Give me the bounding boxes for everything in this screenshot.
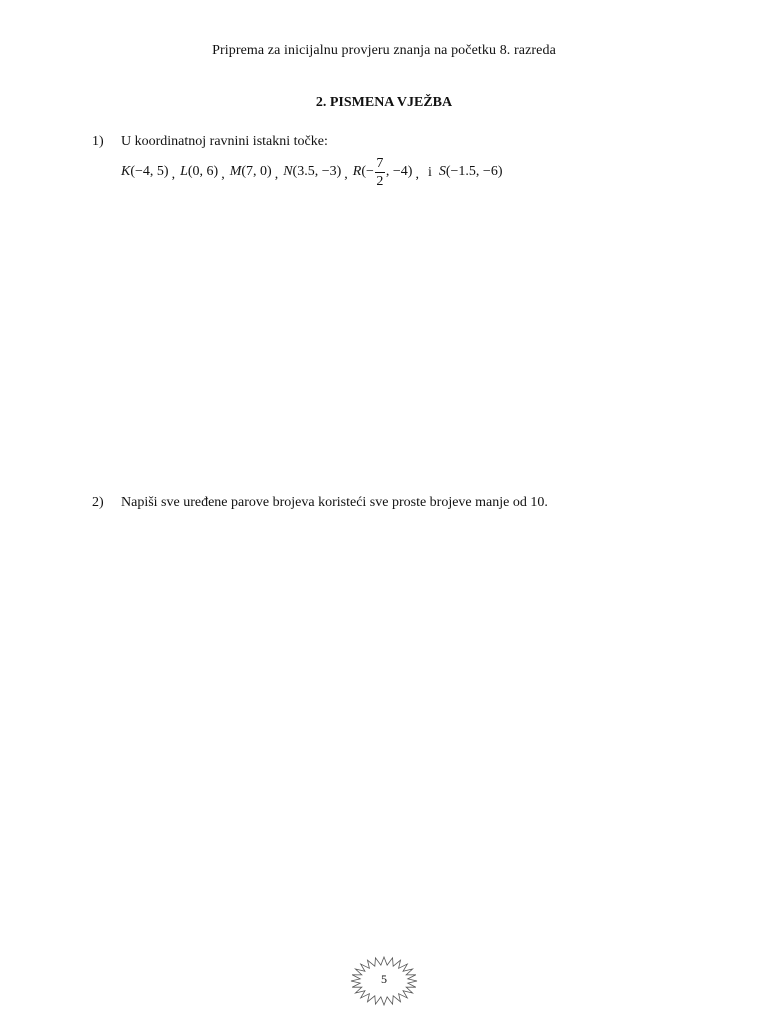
point-name: R — [352, 164, 362, 179]
point-separator: , — [344, 167, 348, 182]
fraction — [375, 156, 385, 189]
task-1 — [92, 134, 328, 150]
page-number-badge — [350, 956, 418, 1006]
task-text: U koordinatnoj ravnini istakni točke: — [121, 134, 328, 149]
point-separator: , — [274, 167, 279, 182]
point-coords: (−4, 5) — [130, 164, 169, 179]
point-m — [230, 164, 284, 180]
point-name: M — [229, 164, 242, 179]
points-list — [121, 150, 502, 194]
point-name: N — [283, 164, 293, 179]
point-separator: , — [221, 167, 225, 182]
point-coords: (−1.5, −6) — [445, 164, 503, 179]
point-s — [439, 164, 503, 180]
point-name: K — [121, 164, 131, 179]
page-header: Priprema za inicijalnu provjeru znanja na početku 8. razreda — [212, 43, 556, 58]
fraction-bar — [375, 172, 385, 173]
page-number: 5 — [381, 972, 387, 986]
task-number: 2) — [92, 495, 104, 510]
task-text: Napiši sve uređene parove brojeva koristeći sve proste brojeve manje od 10. — [121, 495, 548, 510]
point-r — [353, 156, 424, 189]
fraction-denominator: 2 — [376, 173, 384, 189]
point-open: (− — [361, 164, 374, 179]
point-separator: , — [171, 167, 176, 182]
point-name: L — [180, 164, 188, 179]
point-separator: , — [415, 167, 419, 182]
point-k — [121, 164, 180, 180]
point-coords: (7, 0) — [241, 164, 272, 179]
point-l — [180, 164, 230, 180]
fraction-numerator: 7 — [376, 155, 384, 171]
section-title: 2. PISMENA VJEŽBA — [315, 95, 453, 110]
point-coords: (0, 6) — [187, 164, 219, 179]
task-2 — [92, 495, 548, 511]
point-rest: , −4) — [385, 164, 413, 179]
conjunction: i — [427, 165, 432, 180]
point-coords: (3.5, −3) — [292, 164, 342, 179]
point-n — [283, 164, 353, 180]
point-name: S — [438, 164, 446, 179]
task-number: 1) — [92, 134, 104, 149]
